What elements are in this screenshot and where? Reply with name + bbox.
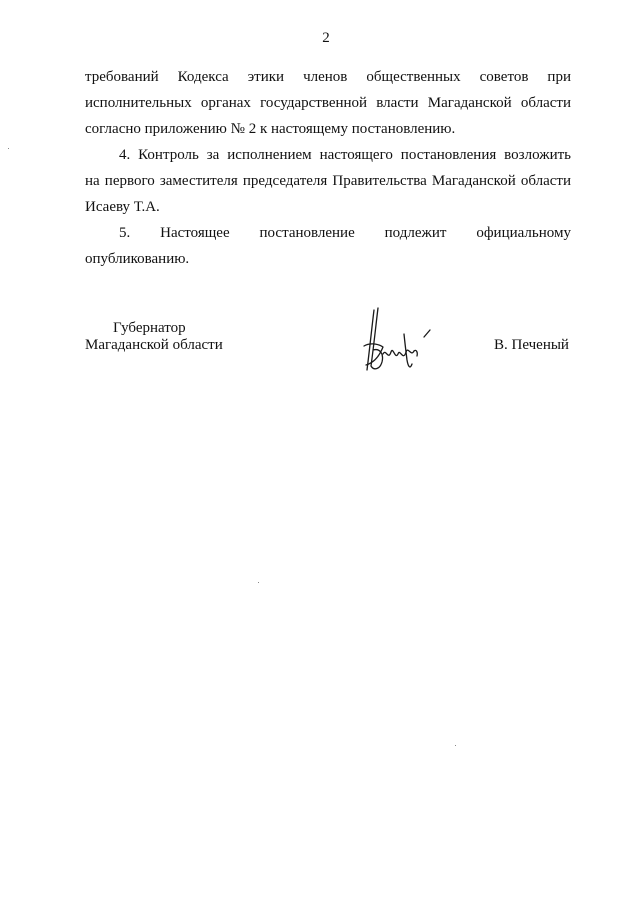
paragraph-line: Исаеву Т.А. (85, 199, 160, 215)
paragraph-line: согласно приложению № 2 к настоящему постановлению. (85, 121, 456, 137)
document-body (85, 64, 571, 272)
signatory-position (85, 320, 223, 354)
paragraph-line: опубликованию. (85, 251, 190, 267)
handwritten-signature (358, 304, 442, 380)
position-region: Магаданской области (85, 337, 223, 353)
paragraph-line: требований Кодекса этики членов общественных советов при (85, 69, 571, 85)
scan-speck (455, 745, 456, 746)
paragraph-1 (85, 64, 571, 142)
position-title: Губернатор (113, 320, 186, 336)
signatory-name: В. Печеный (494, 337, 569, 353)
paragraph-2 (85, 142, 571, 220)
scan-speck (8, 148, 9, 149)
paragraph-line: 4. Контроль за исполнением настоящего постановления возложить (119, 147, 571, 163)
paragraph-3 (85, 220, 571, 272)
paragraph-line: 5. Настоящее постановление подлежит официальному (119, 225, 571, 241)
page-number: 2 (322, 30, 330, 46)
paragraph-line: на первого заместителя председателя Правительства Магаданской области (85, 173, 571, 189)
scan-speck (258, 582, 259, 583)
paragraph-line: исполнительных органах государственной власти Магаданской области (85, 95, 571, 111)
